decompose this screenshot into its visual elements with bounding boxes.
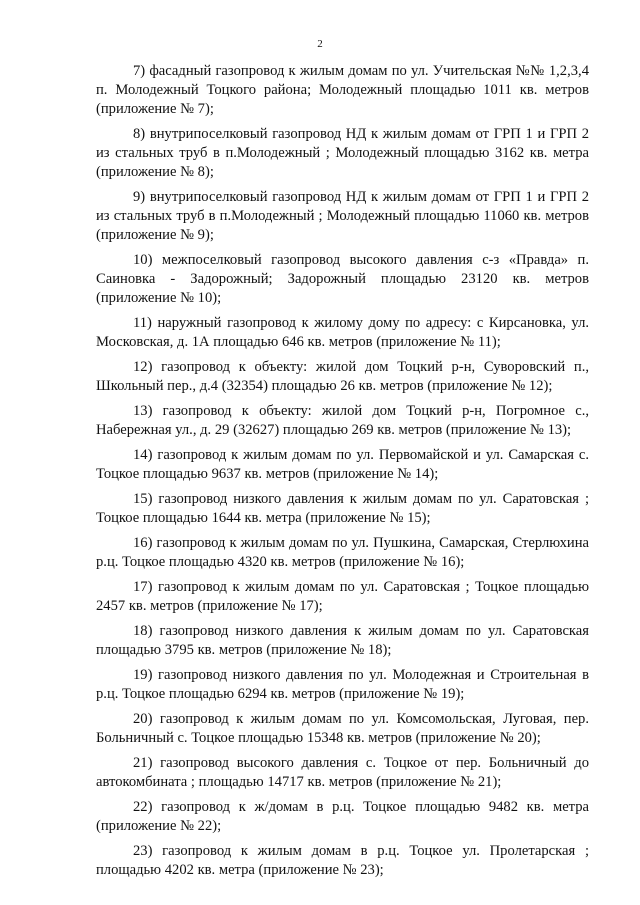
document-body [96, 62, 589, 886]
list-item: 11) наружный газопровод к жилому дому по адресу: с Кирсановка, ул. Московская, д. 1А площадью 646 кв. метров (приложение № 11); [96, 315, 589, 350]
list-item: 23) газопровод к жилым домам в р.ц. Тоцкое ул. Пролетарская ; площадью 4202 кв. метра (приложение № 23); [96, 843, 589, 878]
list-item: 17) газопровод к жилым домам по ул. Саратовская ; Тоцкое площадью 2457 кв. метров (приложение № 17); [96, 579, 589, 614]
list-item: 14) газопровод к жилым домам по ул. Первомайской и ул. Самарская с. Тоцкое площадью 9637 кв. метров (приложение № 14); [96, 447, 589, 482]
list-item: 13) газопровод к объекту: жилой дом Тоцкий р-н, Погромное с., Набережная ул., д. 29 (32627) площадью 269 кв. метров (приложение № 13); [96, 403, 589, 438]
list-item: 12) газопровод к объекту: жилой дом Тоцкий р-н, Суворовский п., Школьный пер., д.4 (32354) площадью 26 кв. метров (приложение № 12); [96, 359, 589, 394]
list-item: 9) внутрипоселковый газопровод НД к жилым домам от ГРП 1 и ГРП 2 из стальных труб в п.Молодежный ; Молодежный площадью 11060 кв. метров (приложение № 9); [96, 189, 589, 243]
list-item: 20) газопровод к жилым домам по ул. Комсомольская, Луговая, пер. Больничный с. Тоцкое площадью 15348 кв. метров (приложение № 20); [96, 711, 589, 746]
page-number: 2 [317, 38, 323, 50]
list-item: 8) внутрипоселковый газопровод НД к жилым домам от ГРП 1 и ГРП 2 из стальных труб в п.Молодежный ; Молодежный площадью 3162 кв. метра (приложение № 8); [96, 126, 589, 180]
list-item: 22) газопровод к ж/домам в р.ц. Тоцкое площадью 9482 кв. метра (приложение № 22); [96, 799, 589, 834]
list-item: 18) газопровод низкого давления к жилым домам по ул. Саратовская площадью 3795 кв. метров (приложение № 18); [96, 623, 589, 658]
list-item: 15) газопровод низкого давления к жилым домам по ул. Саратовская ; Тоцкое площадью 1644 кв. метра (приложение № 15); [96, 491, 589, 526]
list-item: 21) газопровод высокого давления с. Тоцкое от пер. Больничный до автокомбината ; площадью 14717 кв. метров (приложение № 21); [96, 755, 589, 790]
list-item: 19) газопровод низкого давления по ул. Молодежная и Строительная в р.ц. Тоцкое площадью 6294 кв. метров (приложение № 19); [96, 667, 589, 702]
list-item: 16) газопровод к жилым домам по ул. Пушкина, Самарская, Стерлюхина р.ц. Тоцкое площадью 4320 кв. метров (приложение № 16); [96, 535, 589, 570]
list-item: 10) межпоселковый газопровод высокого давления с-з «Правда» п. Саиновка - Задорожный; Задорожный площадью 23120 кв. метров (приложение № 10); [96, 252, 589, 306]
list-item: 7) фасадный газопровод к жилым домам по ул. Учительская №№ 1,2,3,4 п. Молодежный Тоцкого района; Молодежный площадью 1011 кв. метров (приложение № 7); [96, 63, 589, 117]
